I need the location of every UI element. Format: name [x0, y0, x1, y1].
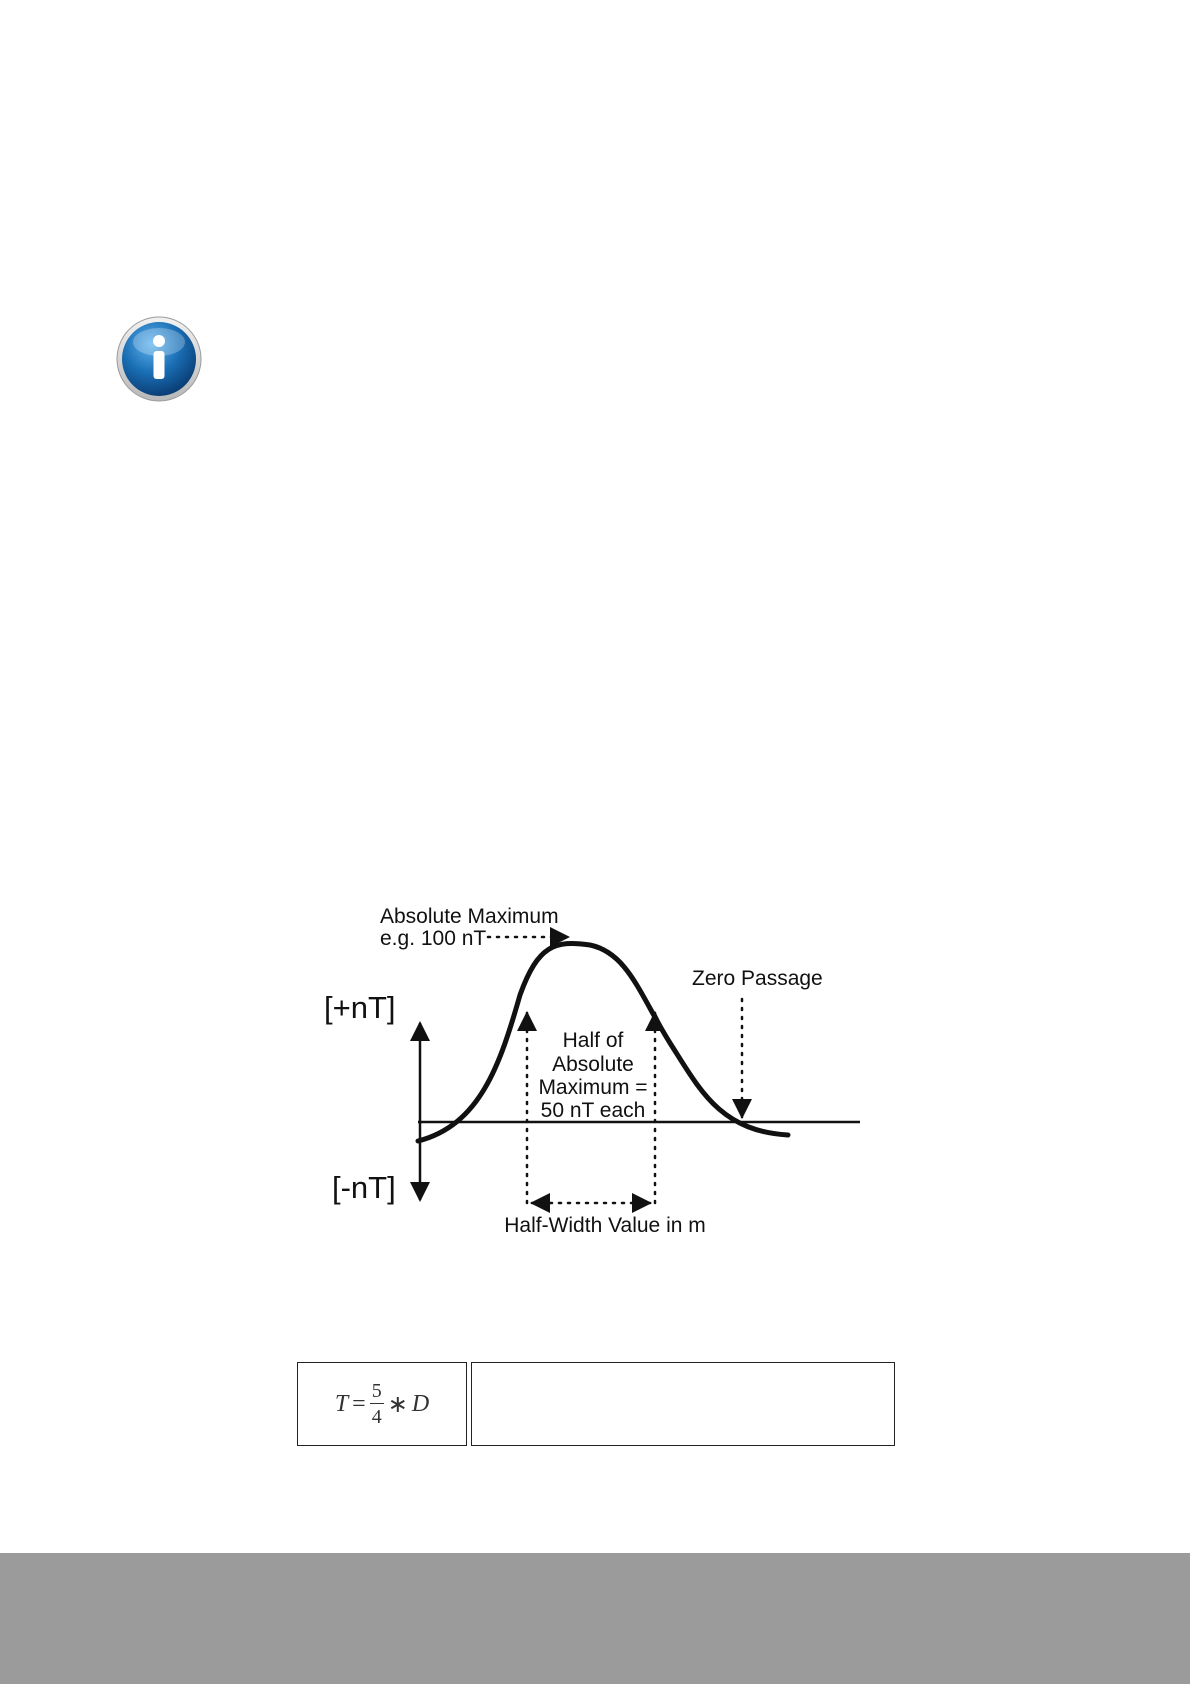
formula-fraction: [370, 1381, 384, 1427]
formula-cell: [297, 1362, 467, 1446]
label-half-3: Maximum =: [538, 1076, 648, 1099]
formula-denominator: 4: [371, 1406, 382, 1428]
label-half-width: Half-Width Value in m: [504, 1214, 706, 1237]
formula-numerator: 5: [371, 1380, 382, 1402]
formula-equals: =: [352, 1390, 366, 1417]
formula-operator: ∗: [387, 1391, 408, 1418]
label-half-2: Absolute: [552, 1053, 634, 1076]
label-positive-axis: [+nT]: [324, 990, 396, 1025]
half-width-diagram: [310, 895, 890, 1250]
label-negative-axis: [-nT]: [332, 1170, 396, 1205]
label-abs-max-1: Absolute Maximum: [380, 905, 559, 928]
footer-band: [0, 1553, 1190, 1684]
formula-description-cell: [471, 1362, 895, 1446]
label-abs-max-2: e.g. 100 nT: [380, 927, 487, 950]
formula: [335, 1381, 429, 1427]
formula-rhs: D: [411, 1390, 430, 1417]
formula-lhs: T: [334, 1390, 349, 1417]
label-half-1: Half of: [562, 1029, 624, 1052]
info-icon: [114, 314, 204, 404]
label-half-4: 50 nT each: [540, 1099, 646, 1122]
label-zero-passage: Zero Passage: [692, 967, 823, 990]
formula-table: [297, 1362, 895, 1448]
